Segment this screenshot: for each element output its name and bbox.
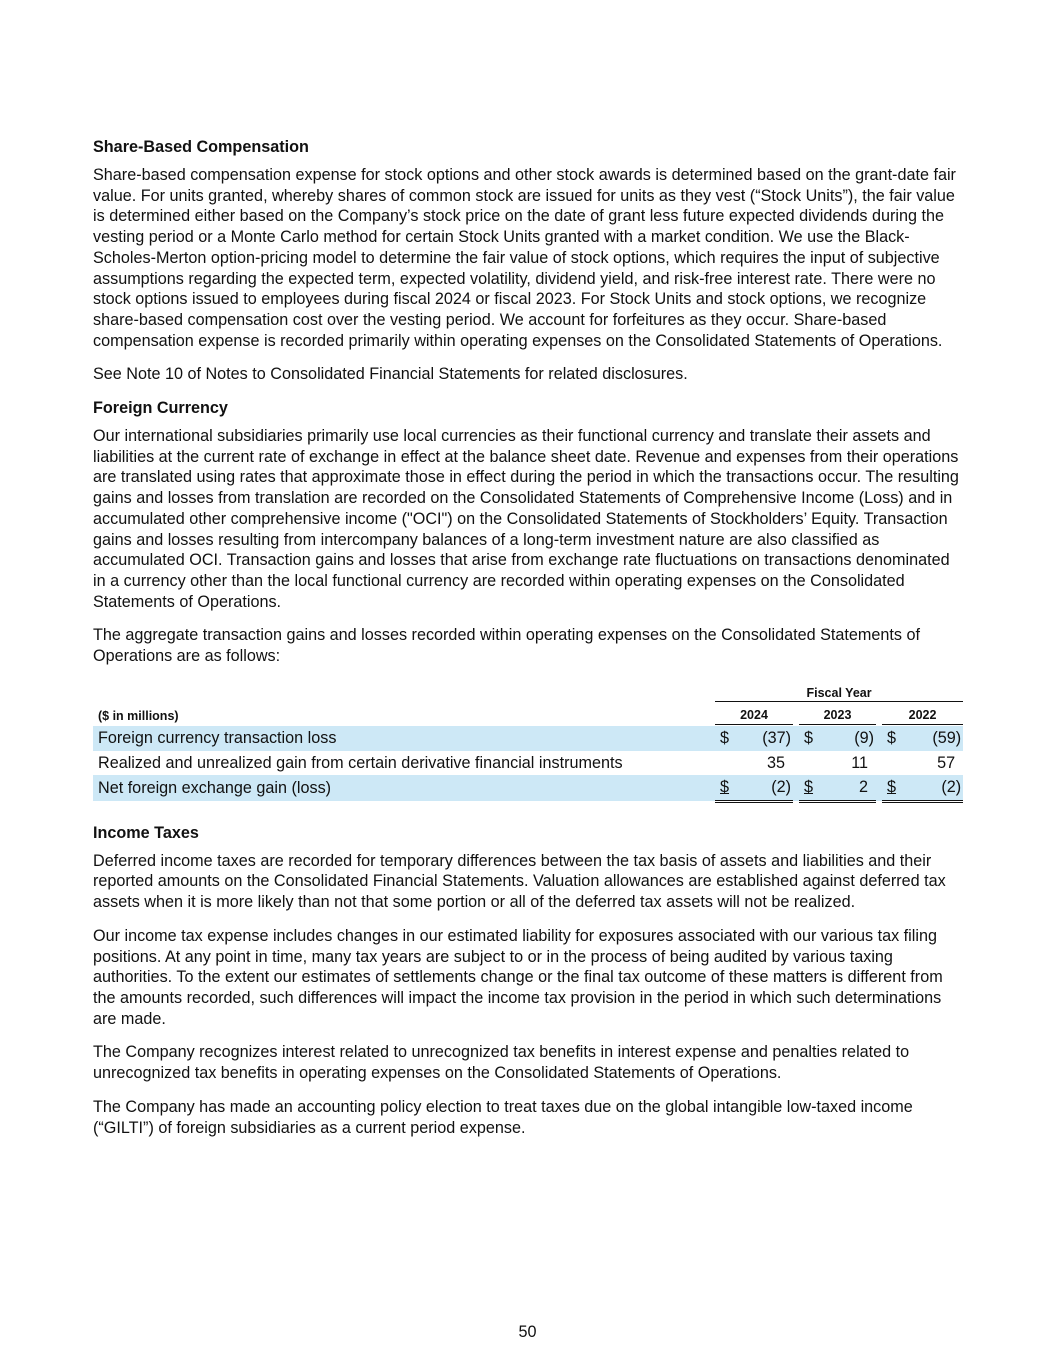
- year-header-row: [93, 706, 963, 726]
- table-row: [93, 751, 963, 776]
- foreign-currency-paragraph-2: The aggregate transaction gains and losses recorded within operating expenses on the Consolidated Statements of Operations are as follows:: [93, 626, 920, 666]
- fiscal-year-header: Fiscal Year: [715, 682, 963, 707]
- income-taxes-paragraph-1: Deferred income taxes are recorded for temporary differences between the tax basis of assets and liabilities and their reported amounts on the Consolidated Financial Statements. Valuation allowances are established against deferred tax assets when it is more likely than not that some portion or all of the deferred tax assets will not be realized.: [93, 851, 946, 912]
- row-label: Realized and unrealized gain from certain derivative financial instruments: [98, 753, 623, 772]
- currency-symbol: $: [882, 775, 906, 801]
- currency-symbol: $: [799, 775, 823, 801]
- share-based-heading: Share-Based Compensation: [93, 138, 309, 156]
- table-cell-value: (2): [740, 775, 793, 801]
- table-cell-value: (59): [906, 726, 963, 751]
- currency-symbol: $: [882, 726, 906, 751]
- year-header: 2022: [882, 706, 963, 726]
- row-label: Net foreign exchange gain (loss): [93, 775, 715, 801]
- income-taxes-paragraph-4: The Company has made an accounting policy election to treat taxes due on the global intangible low-taxed income (“GILTI”) of foreign subsidiaries as a current period expense.: [93, 1097, 913, 1137]
- table-row: [93, 726, 963, 751]
- table-cell-value: 57: [937, 753, 956, 772]
- table-cell-value: (9): [823, 726, 876, 751]
- year-header: 2024: [715, 706, 793, 726]
- foreign-currency-paragraph-1: Our international subsidiaries primarily use local currencies as their functional currency and translate their assets and liabilities at the current rate of exchange in effect at the balance sheet date. Revenue and expenses from their operations are translated using rates that approximate those in effect during the period in which the transactions occur. The resulting gains and losses from translation are recorded on the Consolidated Statements of Comprehensive Income (Loss) and in accumulated other comprehensive income ("OCI") on the Consolidated Statements of Stockholders’ Equity. Transaction gains and losses resulting from intercompany balances of a long-term investment nature are also classified as accumulated OCI. Transaction gains and losses that arise from exchange rate fluctuations on transactions denominated in a currency other than the local functional currency are recorded within operating expenses on the Consolidated Statements of Operations.: [93, 427, 959, 611]
- share-based-paragraph-2: See Note 10 of Notes to Consolidated Financial Statements for related disclosures.: [93, 365, 688, 384]
- table-cell-value: 35: [766, 753, 785, 772]
- income-taxes-paragraph-2: Our income tax expense includes changes in our estimated liability for exposures associated with our various tax filing positions. At any point in time, many tax years are subject to or in the process of being audited by various taxing authorities. To the extent our estimates of settlements change or the final tax outcome of these matters is different from the amounts recorded, such differences will impact the income tax provision in the period in which such determinations are made.: [93, 926, 943, 1028]
- units-label: ($ in millions): [98, 709, 179, 724]
- year-header: 2023: [799, 706, 876, 726]
- table-cell-value: (2): [906, 775, 963, 801]
- table-row-total: [93, 775, 963, 801]
- table-cell-value: 11: [851, 753, 868, 772]
- fx-table-wrapper: [93, 682, 963, 803]
- income-taxes-heading: Income Taxes: [93, 823, 199, 842]
- table-cell-value: 2: [823, 775, 876, 801]
- row-label: Foreign currency transaction loss: [93, 726, 715, 751]
- fiscal-year-header-row: [93, 682, 963, 707]
- table-cell-value: (37): [740, 726, 793, 751]
- share-based-paragraph-1: Share-based compensation expense for stock options and other stock awards is determined based on the grant-date fair value. For units granted, whereby shares of common stock are issued for units as they vest (“Stock Units”), the fair value is determined either based on the Company’s stock price on the date of grant less future expected dividends during the vesting period or a Monte Carlo method for certain Stock Units granted with a market condition. We use the Black-Scholes-Merton option-pricing model to determine the fair value of stock options, which requires the input of subjective assumptions regarding the expected term, expected volatility, dividend yield, and risk-free interest rate. There were no stock options issued to employees during fiscal 2024 or fiscal 2023. For Stock Units and stock options, we recognize share-based compensation cost over the vesting period. We account for forfeitures as they occur. Share-based compensation expense is recorded primarily within operating expenses on the Consolidated Statements of Operations.: [93, 166, 956, 350]
- page-number: 50: [518, 1323, 537, 1341]
- fx-gains-losses-table: [93, 682, 963, 803]
- income-taxes-paragraph-3: The Company recognizes interest related to unrecognized tax benefits in interest expense and penalties related to unrecognized tax benefits in operating expenses on the Consolidated Statements of Operations.: [93, 1043, 910, 1083]
- foreign-currency-heading: Foreign Currency: [93, 399, 228, 418]
- currency-symbol: $: [715, 775, 740, 801]
- currency-symbol: $: [799, 726, 823, 751]
- document-page: [93, 137, 963, 1151]
- currency-symbol: $: [715, 726, 740, 751]
